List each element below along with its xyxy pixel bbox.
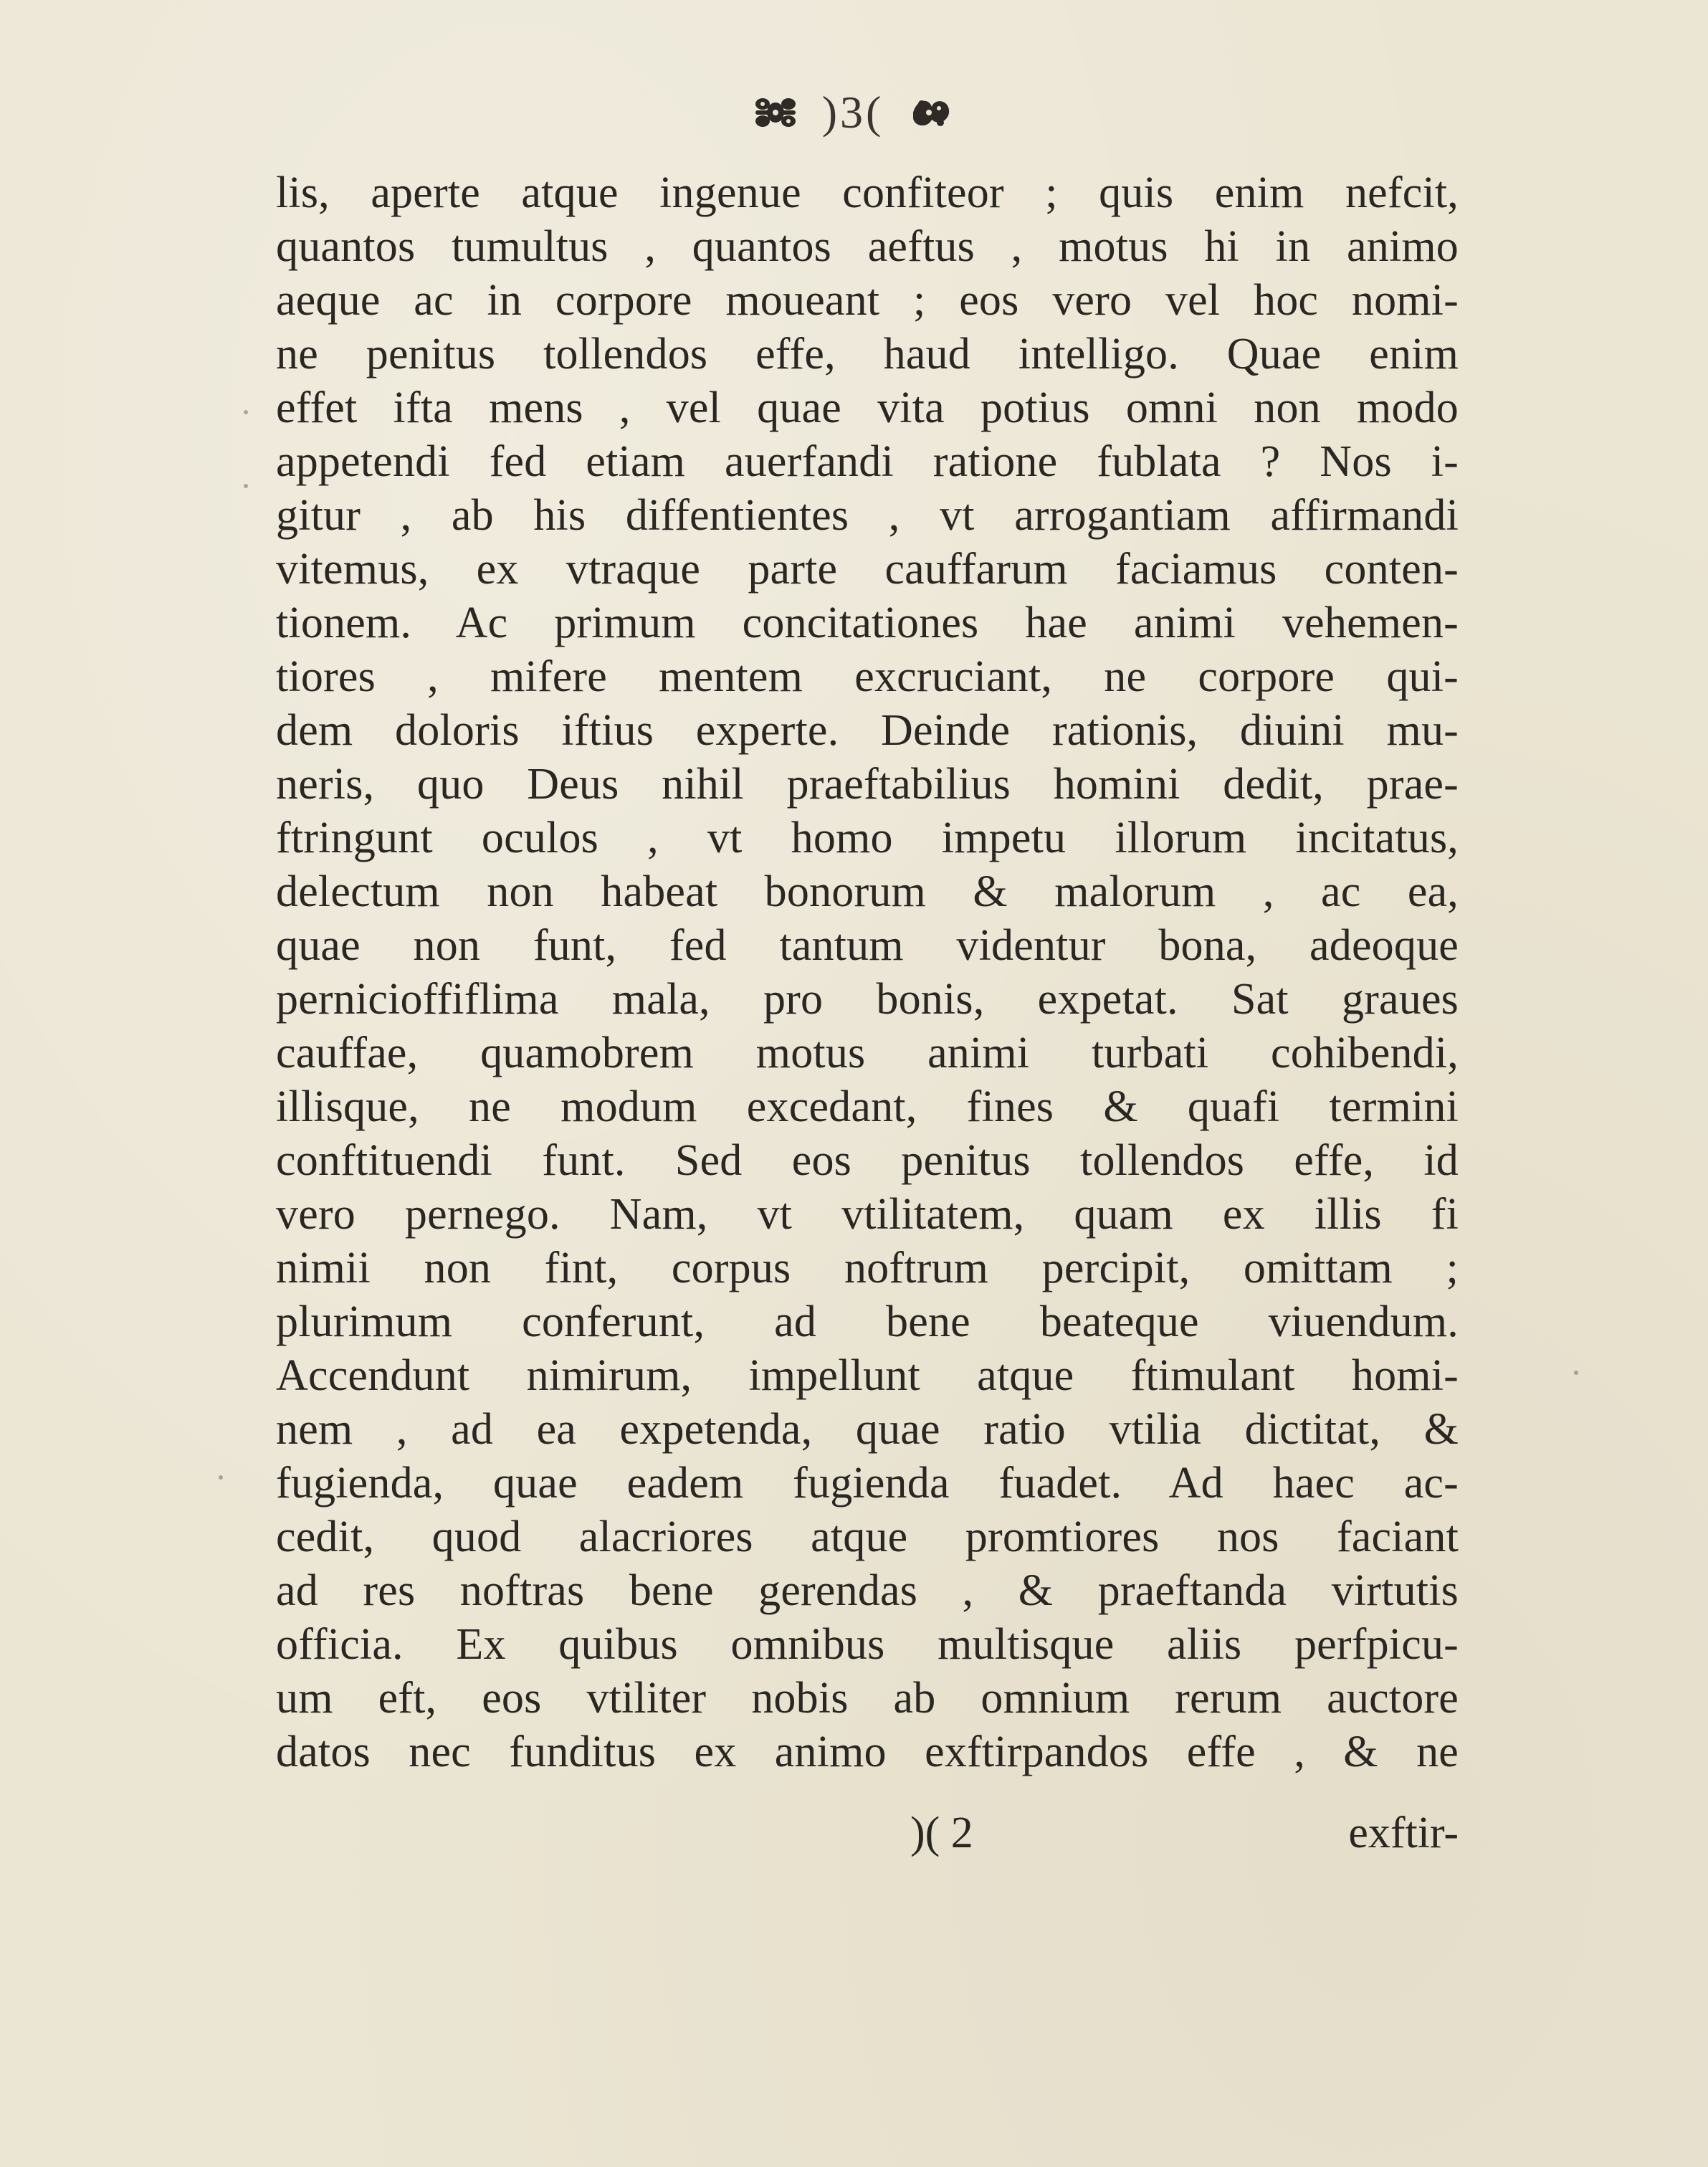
text-line: dem doloris iftius experte. Deinde rationis, diuini mu-: [276, 706, 1459, 755]
text-line: fugienda, quae eadem fugienda fuadet. Ad haec ac-: [276, 1459, 1459, 1508]
text-line: quantos tumultus , quantos aeftus , motus hi in animo: [276, 222, 1459, 271]
text-line: vero pernego. Nam, vt vtilitatem, quam ex illis fi: [276, 1190, 1459, 1239]
text-line: tionem. Ac primum concitationes hae animi vehemen-: [276, 599, 1459, 647]
text-line: um eft, eos vtiliter nobis ab omnium rerum auctore: [276, 1674, 1459, 1723]
text-line: vitemus, ex vtraque parte cauffarum faciamus conten-: [276, 545, 1459, 594]
text-line: neris, quo Deus nihil praeftabilius homini dedit, prae-: [276, 760, 1459, 809]
text-line: illisque, ne modum excedant, fines & quafi termini: [276, 1082, 1459, 1131]
text-line: aeque ac in corpore moueant ; eos vero vel hoc nomi-: [276, 276, 1459, 325]
text-line: tiores , mifere mentem excruciant, ne corpore qui-: [276, 652, 1459, 701]
text-line: cauffae, quamobrem motus animi turbati cohibendi,: [276, 1029, 1459, 1077]
page-footer: [276, 1806, 1459, 1864]
latin-body-text: [276, 166, 1459, 1779]
text-line: ad res noftras bene gerendas , & praeftanda virtutis: [276, 1566, 1459, 1615]
text-line: officia. Ex quibus omnibus multisque aliis perfpicu-: [276, 1620, 1459, 1669]
text-line: datos nec funditus ex animo exftirpandos effe , & ne: [276, 1728, 1459, 1776]
text-line: lis, aperte atque ingenue confiteor ; quis enim nefcit,: [276, 168, 1459, 217]
text-line: Accendunt nimirum, impellunt atque ftimulant homi-: [276, 1351, 1459, 1400]
paper-speck: [219, 1475, 223, 1480]
text-line: cedit, quod alacriores atque promtiores nos faciant: [276, 1513, 1459, 1561]
page-number: )3(: [821, 87, 884, 138]
paper-speck: [1574, 1371, 1578, 1375]
text-line: effet ifta mens , vel quae vita potius omni non modo: [276, 384, 1459, 432]
text-line: conftituendi funt. Sed eos penitus tollendos effe, id: [276, 1136, 1459, 1185]
text-line: appetendi fed etiam auerfandi ratione fublata ? Nos i-: [276, 437, 1459, 486]
text-line: ne penitus tollendos effe, haud intelligo. Quae enim: [276, 330, 1459, 378]
text-line: delectum non habeat bonorum & malorum , ac ea,: [276, 867, 1459, 916]
text-line: ftringunt oculos , vt homo impetu illorum incitatus,: [276, 814, 1459, 862]
text-line: nimii non fint, corpus noftrum percipit, omittam ;: [276, 1244, 1459, 1292]
paper-speck: [244, 410, 248, 414]
page-header: [695, 80, 1011, 145]
fleuron-left-icon: [750, 92, 801, 133]
text-line: gitur , ab his diffentientes , vt arrogantiam affirmandi: [276, 491, 1459, 540]
text-line: plurimum conferunt, ad bene beateque viuendum.: [276, 1297, 1459, 1346]
catchword: exftir-: [1348, 1809, 1459, 1857]
text-line: nem , ad ea expetenda, quae ratio vtilia dictitat, &: [276, 1405, 1459, 1454]
signature-mark: )( 2: [910, 1809, 973, 1857]
text-line: pernicioffiflima mala, pro bonis, expetat. Sat graues: [276, 975, 1459, 1024]
text-line: quae non funt, fed tantum videntur bona, adeoque: [276, 921, 1459, 970]
fleuron-right-icon: [905, 92, 955, 133]
page-number-value: 3: [840, 87, 866, 138]
paper-speck: [244, 484, 248, 488]
